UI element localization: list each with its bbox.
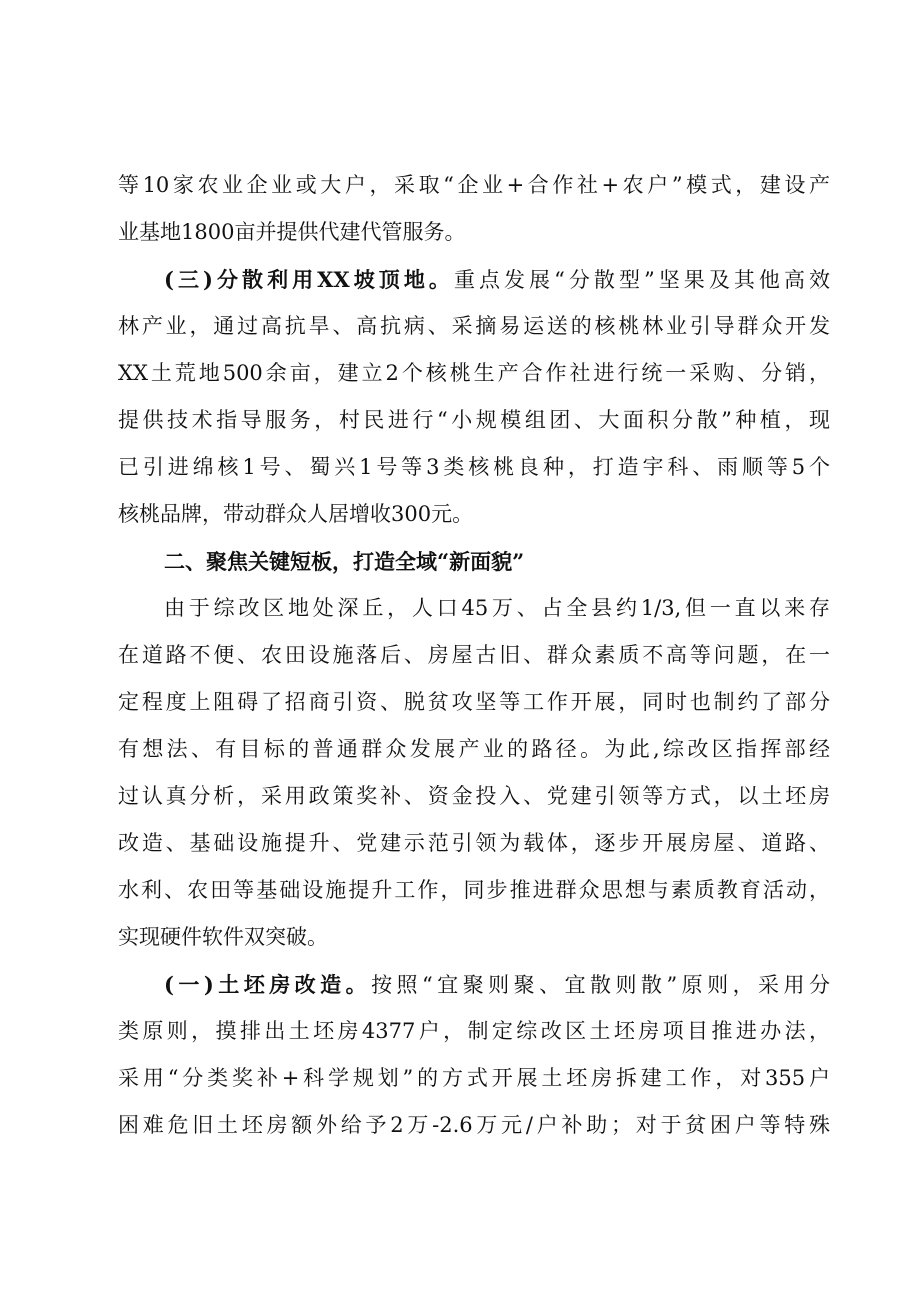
text-line: 业基地1800亩并提供代建代管服务。 — [118, 220, 466, 244]
text-line: 等10家农业企业或大户，采取“企业+合作社+农户”模式，建设产 — [118, 173, 830, 197]
text-line: 已引进绵核1号、蜀兴1号等3类核桃良种，打造宇科、雨顺等5个 — [118, 455, 830, 479]
text-span: 重点发展“分散型”坚果及其他高效 — [453, 268, 830, 292]
paragraph-1 — [118, 162, 830, 256]
text-span: 按照“宜聚则聚、宜散则散”原则，采用分 — [371, 973, 830, 997]
document-body — [118, 162, 830, 1149]
text-line: 核桃品牌，带动群众人居增收300元。 — [118, 502, 474, 526]
text-line: 由于综改区地处深丘，人口45万、占全县约1/3,但一直以来存 — [164, 596, 830, 620]
text-line: 实现硬件软件双突破。 — [118, 925, 328, 949]
text-line: 过认真分析，采用政策奖补、资金投入、党建引领等方式，以土坯房 — [118, 784, 830, 808]
text-line: 林产业，通过高抗旱、高抗病、采摘易运送的核桃林业引导群众开发 — [118, 314, 830, 338]
paragraph-2 — [118, 256, 830, 538]
text-line: 在道路不便、农田设施落后、房屋古旧、群众素质不高等问题，在一 — [118, 643, 830, 667]
text-line: XX土荒地500余亩，建立2个核桃生产合作社进行统一采购、分销， — [118, 361, 830, 385]
text-line: 改造、基础设施提升、党建示范引领为载体，逐步开展房屋、道路、 — [118, 831, 830, 855]
section-heading — [118, 538, 830, 585]
text-line: 水利、农田等基础设施提升工作，同步推进群众思想与素质教育活动， — [118, 878, 830, 902]
paragraph-4 — [118, 961, 830, 1149]
text-line: 有想法、有目标的普通群众发展产业的路径。为此,综改区指挥部经 — [118, 737, 830, 761]
paragraph-3 — [118, 585, 830, 961]
subsection-heading: (一)土坯房改造。 — [164, 972, 372, 997]
section-title: 二、聚焦关键短板，打造全域“新面貌” — [164, 549, 525, 574]
text-line: 定程度上阻碍了招商引资、脱贫攻坚等工作开展，同时也制约了部分 — [118, 690, 830, 714]
text-line — [118, 256, 830, 303]
text-line: 提供技术指导服务，村民进行“小规模组团、大面积分散”种植，现 — [118, 408, 830, 432]
text-line — [118, 961, 830, 1008]
subsection-heading: (三)分散利用XX坡顶地。 — [164, 267, 454, 292]
text-line: 困难危旧土坯房额外给予2万-2.6万元/户补助；对于贫困户等特殊 — [118, 1113, 830, 1137]
text-line: 采用“分类奖补+科学规划”的方式开展土坯房拆建工作，对355户 — [118, 1066, 830, 1090]
text-line: 类原则，摸排出土坯房4377户，制定综改区土坯房项目推进办法， — [118, 1019, 830, 1043]
